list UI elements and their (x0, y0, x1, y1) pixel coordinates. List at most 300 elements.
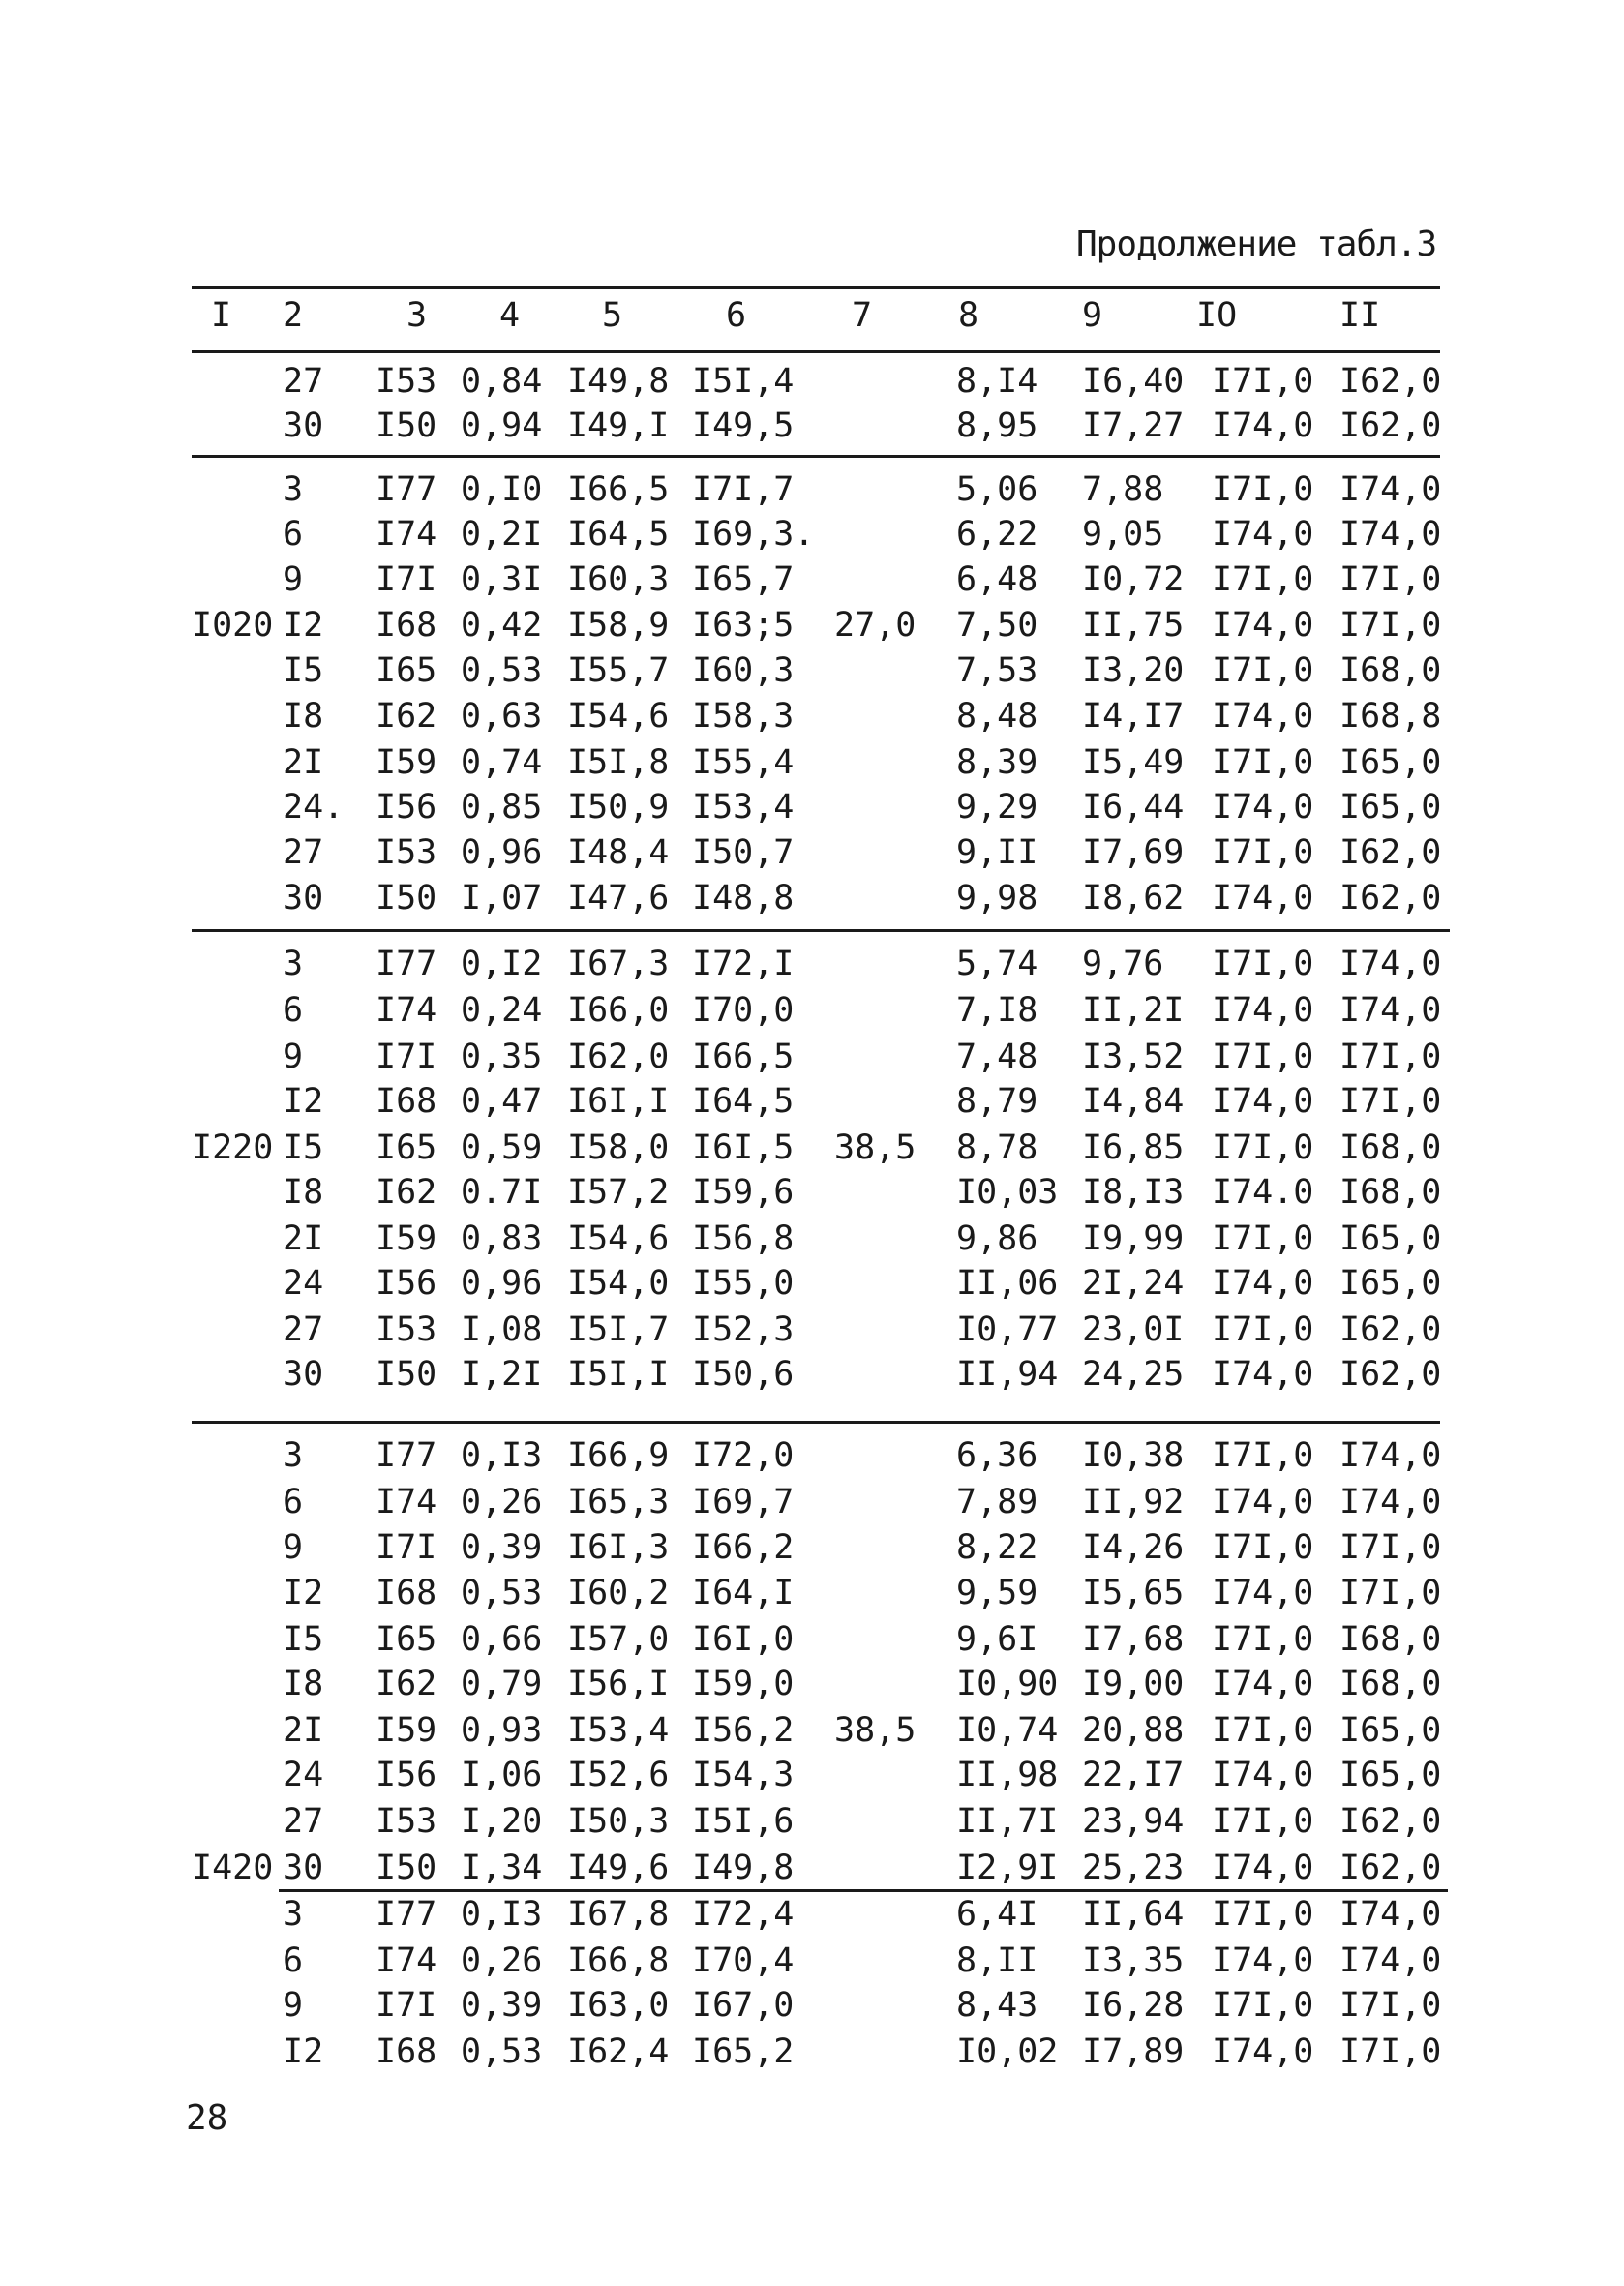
table-cell: 0,24 (461, 991, 543, 1030)
table-cell: I7I,0 (1339, 1574, 1442, 1612)
table-row (0, 784, 1624, 829)
table-cell: 7,I8 (956, 991, 1038, 1030)
table-cell: I53 (376, 362, 437, 401)
table-cell: 0,53 (461, 2032, 543, 2071)
table-cell: I74,0 (1212, 2032, 1314, 2071)
table-cell: 38,5 (834, 1128, 917, 1167)
table-cell: 8,II (956, 1941, 1038, 1980)
table-cell: I62,0 (567, 1038, 670, 1076)
table-cell: I8,62 (1082, 879, 1185, 917)
table-cell: I72,4 (692, 1895, 795, 1934)
header-cell-5: 5 (602, 296, 623, 335)
table-cell: I62,0 (1339, 833, 1442, 872)
table-cell: I77 (376, 945, 437, 983)
table-cell: I67,3 (567, 945, 670, 983)
table-cell: 6 (283, 991, 304, 1030)
table-cell: 0,53 (461, 1574, 543, 1612)
table-cell: I74 (376, 1483, 437, 1521)
table-cell: I74,0 (1339, 1895, 1442, 1934)
table-cell: I4,26 (1082, 1528, 1185, 1567)
table-cell: I65,2 (692, 2032, 795, 2071)
table-cell: I6I,0 (692, 1620, 795, 1659)
table-cell: I4,I7 (1082, 697, 1185, 736)
table-cell: 8,39 (956, 743, 1038, 782)
table-cell: I58,3 (692, 697, 795, 736)
table-row (0, 1661, 1624, 1706)
table-cell: I9,00 (1082, 1665, 1185, 1703)
table-cell: II,92 (1082, 1483, 1185, 1521)
table-cell: I7I,0 (1212, 1986, 1314, 2025)
table-row (0, 829, 1624, 875)
table-cell: I8 (283, 1173, 324, 1212)
table-cell: II,06 (956, 1264, 1059, 1303)
table-cell: I62,0 (1339, 406, 1442, 445)
table-cell: I,07 (461, 879, 543, 917)
table-cell: I7I,0 (1339, 560, 1442, 599)
table-cell: I68,0 (1339, 1620, 1442, 1659)
table-cell: 9 (283, 1528, 304, 1567)
table-cell: 0,35 (461, 1038, 543, 1076)
table-cell: I72,I (692, 945, 795, 983)
table-cell: 0,I0 (461, 470, 543, 509)
table-row (0, 1125, 1624, 1170)
table-cell: I62 (376, 1665, 437, 1703)
table-cell: II,98 (956, 1756, 1059, 1794)
table-cell: 2I (283, 1711, 324, 1750)
table-top-rule (192, 286, 1440, 289)
table-cell: 22,I7 (1082, 1756, 1185, 1794)
table-cell: 0,26 (461, 1941, 543, 1980)
table-cell: I6,44 (1082, 788, 1185, 827)
group-divider (192, 455, 1440, 458)
table-cell: I65 (376, 1128, 437, 1167)
table-cell: I,20 (461, 1802, 543, 1841)
table-cell: I64,5 (692, 1082, 795, 1121)
table-cell: 0,79 (461, 1665, 543, 1703)
table-cell: I77 (376, 470, 437, 509)
table-cell: I5I,7 (567, 1310, 670, 1349)
table-cell: I50,3 (567, 1802, 670, 1841)
table-cell: I7I,0 (1212, 1310, 1314, 1349)
table-cell: I65,0 (1339, 1264, 1442, 1303)
table-cell: 6,22 (956, 515, 1038, 554)
table-cell: 0.7I (461, 1173, 543, 1212)
table-cell: 0,I2 (461, 945, 543, 983)
table-row (0, 1845, 1624, 1890)
table-cell: I2 (283, 1082, 324, 1121)
table-cell: I6,85 (1082, 1128, 1185, 1167)
table-cell: 8,I4 (956, 362, 1038, 401)
table-cell: I66,8 (567, 1941, 670, 1980)
table-cell: 0,I3 (461, 1436, 543, 1475)
table-cell: I74,0 (1339, 470, 1442, 509)
table-cell: I8 (283, 697, 324, 736)
table-cell: I66,2 (692, 1528, 795, 1567)
table-cell: I2 (283, 1574, 324, 1612)
table-cell: I49,8 (692, 1849, 795, 1887)
table-cell: 8,43 (956, 1986, 1038, 2025)
table-cell: I56,2 (692, 1711, 795, 1750)
table-cell: 0,2I (461, 515, 543, 554)
table-cell: 25,23 (1082, 1849, 1185, 1887)
table-cell: I7I,0 (1212, 470, 1314, 509)
table-cell: 0,59 (461, 1128, 543, 1167)
table-cell: I7I,0 (1212, 1528, 1314, 1567)
table-cell: 9 (283, 1038, 304, 1076)
table-cell: 9,II (956, 833, 1038, 872)
table-cell: 8,78 (956, 1128, 1038, 1167)
header-cell-4: 4 (499, 296, 521, 335)
table-cell: 0,53 (461, 651, 543, 690)
table-cell: I74 (376, 1941, 437, 1980)
table-cell: 8,95 (956, 406, 1038, 445)
table-cell: I62 (376, 1173, 437, 1212)
table-row (0, 1479, 1624, 1524)
table-cell: I54,3 (692, 1756, 795, 1794)
table-row (0, 1752, 1624, 1797)
table-cell: I,08 (461, 1310, 543, 1349)
table-cell: I220 (192, 1128, 274, 1167)
table-cell: 30 (283, 406, 324, 445)
table-row (0, 403, 1624, 448)
table-cell: I60,3 (692, 651, 795, 690)
table-cell: 38,5 (834, 1711, 917, 1750)
table-cell: 30 (283, 879, 324, 917)
table-cell: I5,65 (1082, 1574, 1185, 1612)
table-row (0, 556, 1624, 602)
table-cell: II,2I (1082, 991, 1185, 1030)
table-cell: I47,6 (567, 879, 670, 917)
table-cell: 6 (283, 1483, 304, 1521)
table-cell: I5,49 (1082, 743, 1185, 782)
table-cell: I66,5 (692, 1038, 795, 1076)
table-cell: 24 (283, 1756, 324, 1794)
table-cell: I8,I3 (1082, 1173, 1185, 1212)
table-cell: I7I,0 (1212, 1711, 1314, 1750)
table-cell: I74,0 (1212, 1355, 1314, 1394)
table-cell: 6,36 (956, 1436, 1038, 1475)
table-row (0, 2029, 1624, 2074)
table-cell: 3 (283, 1436, 304, 1475)
table-cell: I74,0 (1212, 697, 1314, 736)
table-row (0, 739, 1624, 785)
table-cell: I74,0 (1339, 991, 1442, 1030)
table-cell: I5 (283, 1128, 324, 1167)
table-cell: I48,8 (692, 879, 795, 917)
table-cell: 0,93 (461, 1711, 543, 1750)
table-cell: 9,98 (956, 879, 1038, 917)
header-cell-3: 3 (406, 296, 428, 335)
table-cell: 2I,24 (1082, 1264, 1185, 1303)
table-cell: I49,6 (567, 1849, 670, 1887)
table-cell: I50 (376, 1849, 437, 1887)
table-cell: I0,72 (1082, 560, 1185, 599)
table-cell: I68 (376, 606, 437, 645)
table-cell: I56,8 (692, 1219, 795, 1258)
table-cell: I65,0 (1339, 743, 1442, 782)
table-cell: I7I,0 (1212, 560, 1314, 599)
table-cell: 9,86 (956, 1219, 1038, 1258)
table-row (0, 987, 1624, 1033)
table-cell: 5,74 (956, 945, 1038, 983)
table-cell: 27 (283, 362, 324, 401)
group-divider (192, 929, 1450, 932)
table-cell: 9 (283, 560, 304, 599)
table-cell: I53,4 (567, 1711, 670, 1750)
table-cell: 9 (283, 1986, 304, 2025)
table-cell: I74,0 (1339, 945, 1442, 983)
table-row (0, 1169, 1624, 1215)
table-row (0, 1616, 1624, 1662)
table-cell: I65,7 (692, 560, 795, 599)
table-cell: I50,9 (567, 788, 670, 827)
table-cell: I74,0 (1339, 515, 1442, 554)
table-cell: I69,3. (692, 515, 815, 554)
table-row (0, 941, 1624, 986)
table-row (0, 358, 1624, 404)
table-cell: I7I,0 (1339, 1082, 1442, 1121)
table-cell: 0,85 (461, 788, 543, 827)
table-cell: I59 (376, 1711, 437, 1750)
table-cell: I6I,3 (567, 1528, 670, 1567)
page-number: 28 (186, 2098, 228, 2138)
table-cell: 0,66 (461, 1620, 543, 1659)
table-cell: I65,3 (567, 1483, 670, 1521)
table-cell: I59,0 (692, 1665, 795, 1703)
table-cell: I65,0 (1339, 1219, 1442, 1258)
table-cell: I64,5 (567, 515, 670, 554)
table-cell: I5I,I (567, 1355, 670, 1394)
table-cell: I70,4 (692, 1941, 795, 1980)
table-cell: I57,2 (567, 1173, 670, 1212)
table-cell: 3 (283, 470, 304, 509)
table-cell: I74,0 (1212, 1082, 1314, 1121)
table-cell: I50 (376, 879, 437, 917)
table-cell: I74.0 (1212, 1173, 1314, 1212)
table-cell: I7I (376, 1038, 437, 1076)
table-cell: 8,22 (956, 1528, 1038, 1567)
table-cell: I62,0 (1339, 1310, 1442, 1349)
table-cell: I53 (376, 1802, 437, 1841)
table-cell: I53 (376, 833, 437, 872)
table-cell: I7I,0 (1212, 1038, 1314, 1076)
header-cell-1: I (211, 296, 232, 335)
table-cell: I5 (283, 1620, 324, 1659)
table-cell: I49,I (567, 406, 670, 445)
table-cell: I49,5 (692, 406, 795, 445)
table-cell: I0,90 (956, 1665, 1059, 1703)
table-cell: I74,0 (1212, 1264, 1314, 1303)
table-cell: 3 (283, 945, 304, 983)
table-cell: I6,28 (1082, 1986, 1185, 2025)
table-cell: I77 (376, 1895, 437, 1934)
table-cell: I65,0 (1339, 1756, 1442, 1794)
table-cell: 8,79 (956, 1082, 1038, 1121)
table-cell: I6,40 (1082, 362, 1185, 401)
table-cell: 2I (283, 1219, 324, 1258)
table-cell: I67,8 (567, 1895, 670, 1934)
table-cell: I7I (376, 560, 437, 599)
table-cell: I7I,0 (1212, 1620, 1314, 1659)
table-cell: 9,76 (1082, 945, 1164, 983)
table-cell: 27 (283, 1802, 324, 1841)
table-cell: I68,8 (1339, 697, 1442, 736)
table-cell: I55,0 (692, 1264, 795, 1303)
table-cell: I74,0 (1212, 1574, 1314, 1612)
table-cell: I5I,8 (567, 743, 670, 782)
table-cell: I58,0 (567, 1128, 670, 1167)
table-cell: 0,3I (461, 560, 543, 599)
table-cell: I54,0 (567, 1264, 670, 1303)
table-cell: I74 (376, 515, 437, 554)
table-cell: I74,0 (1212, 1665, 1314, 1703)
table-cell: 24 (283, 1264, 324, 1303)
table-cell: I56,I (567, 1665, 670, 1703)
table-cell: I,2I (461, 1355, 543, 1394)
table-row (0, 1216, 1624, 1261)
table-cell: 30 (283, 1849, 324, 1887)
table-cell: 5,06 (956, 470, 1038, 509)
table-cell: I55,7 (567, 651, 670, 690)
table-cell: I62,0 (1339, 1849, 1442, 1887)
table-cell: I8 (283, 1665, 324, 1703)
header-cell-2: 2 (283, 296, 304, 335)
table-row (0, 1798, 1624, 1844)
table-cell: I57,0 (567, 1620, 670, 1659)
table-cell: I0,77 (956, 1310, 1059, 1349)
table-cell: I68 (376, 1574, 437, 1612)
table-cell: I59 (376, 743, 437, 782)
table-cell: 7,89 (956, 1483, 1038, 1521)
table-cell: I69,7 (692, 1483, 795, 1521)
header-cell-11: II (1339, 296, 1381, 335)
header-cell-8: 8 (958, 296, 979, 335)
table-cell: I420 (192, 1849, 274, 1887)
table-cell: 30 (283, 1355, 324, 1394)
table-cell: 0,39 (461, 1528, 543, 1567)
table-cell: I60,2 (567, 1574, 670, 1612)
table-cell: I74,0 (1212, 1941, 1314, 1980)
table-cell: 0,39 (461, 1986, 543, 2025)
table-cell: I7,68 (1082, 1620, 1185, 1659)
table-cell: I55,4 (692, 743, 795, 782)
table-cell: I65 (376, 1620, 437, 1659)
table-cell: I2 (283, 606, 324, 645)
table-cell: I49,8 (567, 362, 670, 401)
table-cell: 7,53 (956, 651, 1038, 690)
table-row (0, 602, 1624, 647)
table-row (0, 1307, 1624, 1352)
table-cell: I3,52 (1082, 1038, 1185, 1076)
table-cell: I7I,0 (1339, 1038, 1442, 1076)
table-cell: I7I,0 (1212, 1436, 1314, 1475)
table-cell: I68,0 (1339, 1665, 1442, 1703)
table-cell: I54,6 (567, 1219, 670, 1258)
table-cell: I7I,0 (1212, 833, 1314, 872)
table-cell: 8,48 (956, 697, 1038, 736)
table-cell: 9,6I (956, 1620, 1038, 1659)
table-cell: I7I (376, 1528, 437, 1567)
table-cell: 0,26 (461, 1483, 543, 1521)
table-cell: II,64 (1082, 1895, 1185, 1934)
table-cell: I2,9I (956, 1849, 1059, 1887)
table-cell: I63;5 (692, 606, 795, 645)
table-cell: 24,25 (1082, 1355, 1185, 1394)
table-cell: I7I,0 (1212, 945, 1314, 983)
table-row (0, 647, 1624, 693)
table-cell: I54,6 (567, 697, 670, 736)
table-row (0, 466, 1624, 512)
table-cell: I,34 (461, 1849, 543, 1887)
table-cell: I74,0 (1212, 1483, 1314, 1521)
table-caption: Продолжение табл.3 (1076, 225, 1437, 264)
table-cell: I3,20 (1082, 651, 1185, 690)
table-cell: I53,4 (692, 788, 795, 827)
table-cell: 0,63 (461, 697, 543, 736)
table-cell: 6 (283, 1941, 304, 1980)
table-cell: 7,48 (956, 1038, 1038, 1076)
table-row (0, 1078, 1624, 1124)
group-divider (192, 1421, 1440, 1424)
table-cell: I74,0 (1212, 1849, 1314, 1887)
table-cell: I74,0 (1212, 991, 1314, 1030)
table-cell: 7,88 (1082, 470, 1164, 509)
table-row (0, 875, 1624, 920)
table-cell: II,75 (1082, 606, 1185, 645)
table-row (0, 1570, 1624, 1615)
table-cell: 23,94 (1082, 1802, 1185, 1841)
table-cell: I59,6 (692, 1173, 795, 1212)
table-cell: I70,0 (692, 991, 795, 1030)
table-cell: I67,0 (692, 1986, 795, 2025)
table-cell: 0,94 (461, 406, 543, 445)
table-cell: I7I,0 (1212, 362, 1314, 401)
table-cell: 20,88 (1082, 1711, 1185, 1750)
table-cell: I7I,0 (1339, 1986, 1442, 2025)
table-cell: I7I,0 (1212, 1802, 1314, 1841)
table-cell: I74,0 (1339, 1436, 1442, 1475)
table-cell: I5I,4 (692, 362, 795, 401)
table-cell: I68 (376, 1082, 437, 1121)
table-cell: I62,0 (1339, 1802, 1442, 1841)
table-cell: I50,7 (692, 833, 795, 872)
table-cell: I74,0 (1212, 606, 1314, 645)
table-cell: I68 (376, 2032, 437, 2071)
table-cell: 23,0I (1082, 1310, 1185, 1349)
table-cell: 6,4I (956, 1895, 1038, 1934)
table-cell: I7I,0 (1339, 2032, 1442, 2071)
table-cell: I0,03 (956, 1173, 1059, 1212)
table-cell: 0,84 (461, 362, 543, 401)
table-cell: I5 (283, 651, 324, 690)
table-cell: 0,42 (461, 606, 543, 645)
table-cell: I65 (376, 651, 437, 690)
table-cell: I68,0 (1339, 1173, 1442, 1212)
table-cell: I6I,5 (692, 1128, 795, 1167)
table-cell: 0,I3 (461, 1895, 543, 1934)
table-cell: II,7I (956, 1802, 1059, 1841)
header-cell-7: 7 (852, 296, 873, 335)
table-cell: I7I,0 (1212, 651, 1314, 690)
table-cell: I50,6 (692, 1355, 795, 1394)
table-cell: I64,I (692, 1574, 795, 1612)
table-cell: I7I,7 (692, 470, 795, 509)
table-cell: I66,0 (567, 991, 670, 1030)
table-cell: I62,0 (1339, 879, 1442, 917)
header-bottom-rule (192, 350, 1440, 353)
table-cell: I62,4 (567, 2032, 670, 2071)
table-row (0, 1938, 1624, 1983)
